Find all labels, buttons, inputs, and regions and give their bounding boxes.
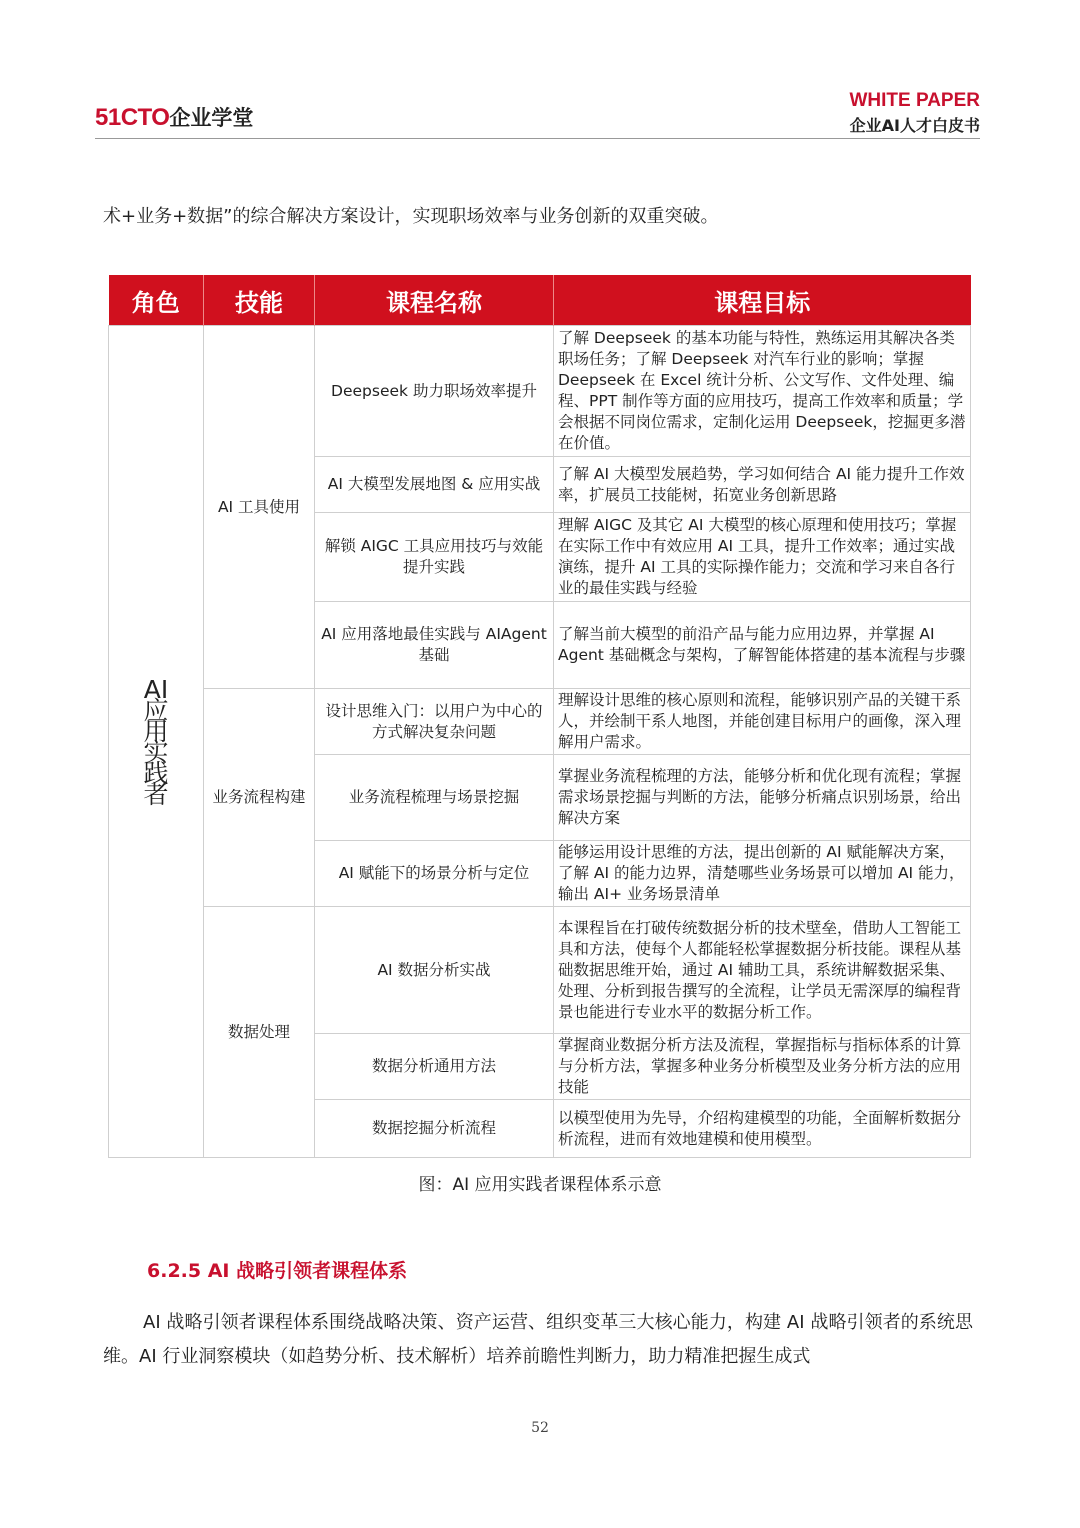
logo-text: 企业学堂 bbox=[169, 106, 254, 130]
course-name: 设计思维入门：以用户为中心的方式解决复杂问题 bbox=[315, 689, 554, 755]
table-row bbox=[109, 907, 971, 1034]
course-goal: 以模型使用为先导，介绍构建模型的功能，全面解析数据分析流程，进而有效地建模和使用模型。 bbox=[554, 1100, 971, 1158]
course-goal: 掌握业务流程梳理的方法，能够分析和优化现有流程；掌握需求场景挖掘与判断的方法，能够分析痛点识别场景，给出解决方案 bbox=[554, 755, 971, 841]
course-goal: 理解 AIGC 及其它 AI 大模型的核心原理和使用技巧；掌握在实际工作中有效应用 AI 工具，提升工作效率；通过实战演练，提升 AI 工具的实际操作能力；交流和学习来自各行业的最佳实践与经验 bbox=[554, 513, 971, 602]
course-table bbox=[108, 275, 971, 1158]
header-divider bbox=[95, 138, 980, 139]
body-paragraph: AI 战略引领者课程体系围绕战略决策、资产运营、组织变革三大核心能力，构建 AI 战略引领者的系统思维。AI 行业洞察模块（如趋势分析、技术解析）培养前瞻性判断力，助力精准把握生成式 bbox=[103, 1312, 973, 1367]
course-name: AI 大模型发展地图 & 应用实战 bbox=[315, 457, 554, 513]
course-name: AI 应用落地最佳实践与 AIAgent 基础 bbox=[315, 602, 554, 689]
header-course-name: 课程名称 bbox=[315, 275, 554, 326]
page-number: 52 bbox=[531, 1420, 549, 1436]
course-goal: 了解 Deepseek 的基本功能与特性，熟练运用其解决各类职场任务；了解 Deepseek 对汽车行业的影响；掌握 Deepseek 在 Excel 统计分析、公文写作、文件处理、编程、PPT 制作等方面的应用技巧，提高工作效率和质量；学会根据不同岗位需求，定制化运用 Deepseek，挖掘更多潜在价值。 bbox=[554, 326, 971, 457]
course-goal: 理解设计思维的核心原则和流程，能够识别产品的关键干系人，并绘制干系人地图，并能创建目标用户的画像，深入理解用户需求。 bbox=[554, 689, 971, 755]
figure-caption: 图：AI 应用实践者课程体系示意 bbox=[418, 1175, 662, 1195]
course-goal: 了解 AI 大模型发展趋势，学习如何结合 AI 能力提升工作效率，扩展员工技能树，拓宽业务创新思路 bbox=[554, 457, 971, 513]
page-header bbox=[95, 88, 980, 138]
header-role: 角色 bbox=[109, 275, 204, 326]
course-name: Deepseek 助力职场效率提升 bbox=[315, 326, 554, 457]
course-goal: 本课程旨在打破传统数据分析的技术壁垒，借助人工智能工具和方法，使每个人都能轻松掌握数据分析技能。课程从基础数据思维开始，通过 AI 辅助工具，系统讲解数据采集、处理、分析到报告撰写的全流程，让学员无需深厚的编程背景也能进行专业水平的数据分析工作。 bbox=[554, 907, 971, 1034]
white-paper-title: WHITE PAPER bbox=[849, 90, 980, 111]
course-name: 数据分析通用方法 bbox=[315, 1034, 554, 1100]
logo-brand: 51CTO bbox=[95, 104, 170, 131]
course-goal: 了解当前大模型的前沿产品与能力应用边界，并掌握 AI Agent 基础概念与架构，了解智能体搭建的基本流程与步骤 bbox=[554, 602, 971, 689]
logo bbox=[95, 102, 253, 132]
table-header-row bbox=[109, 275, 971, 326]
course-name: 业务流程梳理与场景挖掘 bbox=[315, 755, 554, 841]
course-name: 数据挖掘分析流程 bbox=[315, 1100, 554, 1158]
skill-cell: 数据处理 bbox=[204, 907, 315, 1158]
intro-text: 术+业务+数据”的综合解决方案设计，实现职场效率与业务创新的双重突破。 bbox=[103, 206, 719, 227]
skill-cell: AI 工具使用 bbox=[204, 326, 315, 689]
course-name: AI 数据分析实战 bbox=[315, 907, 554, 1034]
header-course-goal: 课程目标 bbox=[554, 275, 971, 326]
skill-cell: 业务流程构建 bbox=[204, 689, 315, 907]
role-cell bbox=[109, 326, 204, 1158]
header-skill: 技能 bbox=[204, 275, 315, 326]
section-title: 6.2.5 AI 战略引领者课程体系 bbox=[147, 1260, 408, 1282]
white-paper-label bbox=[849, 90, 980, 136]
course-goal: 能够运用设计思维的方法，提出创新的 AI 赋能解决方案，了解 AI 的能力边界，清楚哪些业务场景可以增加 AI 能力，输出 AI+ 业务场景清单 bbox=[554, 841, 971, 907]
role-label: AI应用实践者 bbox=[143, 674, 169, 809]
table-row bbox=[109, 326, 971, 457]
course-name: AI 赋能下的场景分析与定位 bbox=[315, 841, 554, 907]
table-row bbox=[109, 689, 971, 755]
course-goal: 掌握商业数据分析方法及流程，掌握指标与指标体系的计算与分析方法，掌握多种业务分析模型及业务分析方法的应用技能 bbox=[554, 1034, 971, 1100]
course-name: 解锁 AIGC 工具应用技巧与效能提升实践 bbox=[315, 513, 554, 602]
white-paper-subtitle: 企业AI人才白皮书 bbox=[849, 116, 980, 135]
